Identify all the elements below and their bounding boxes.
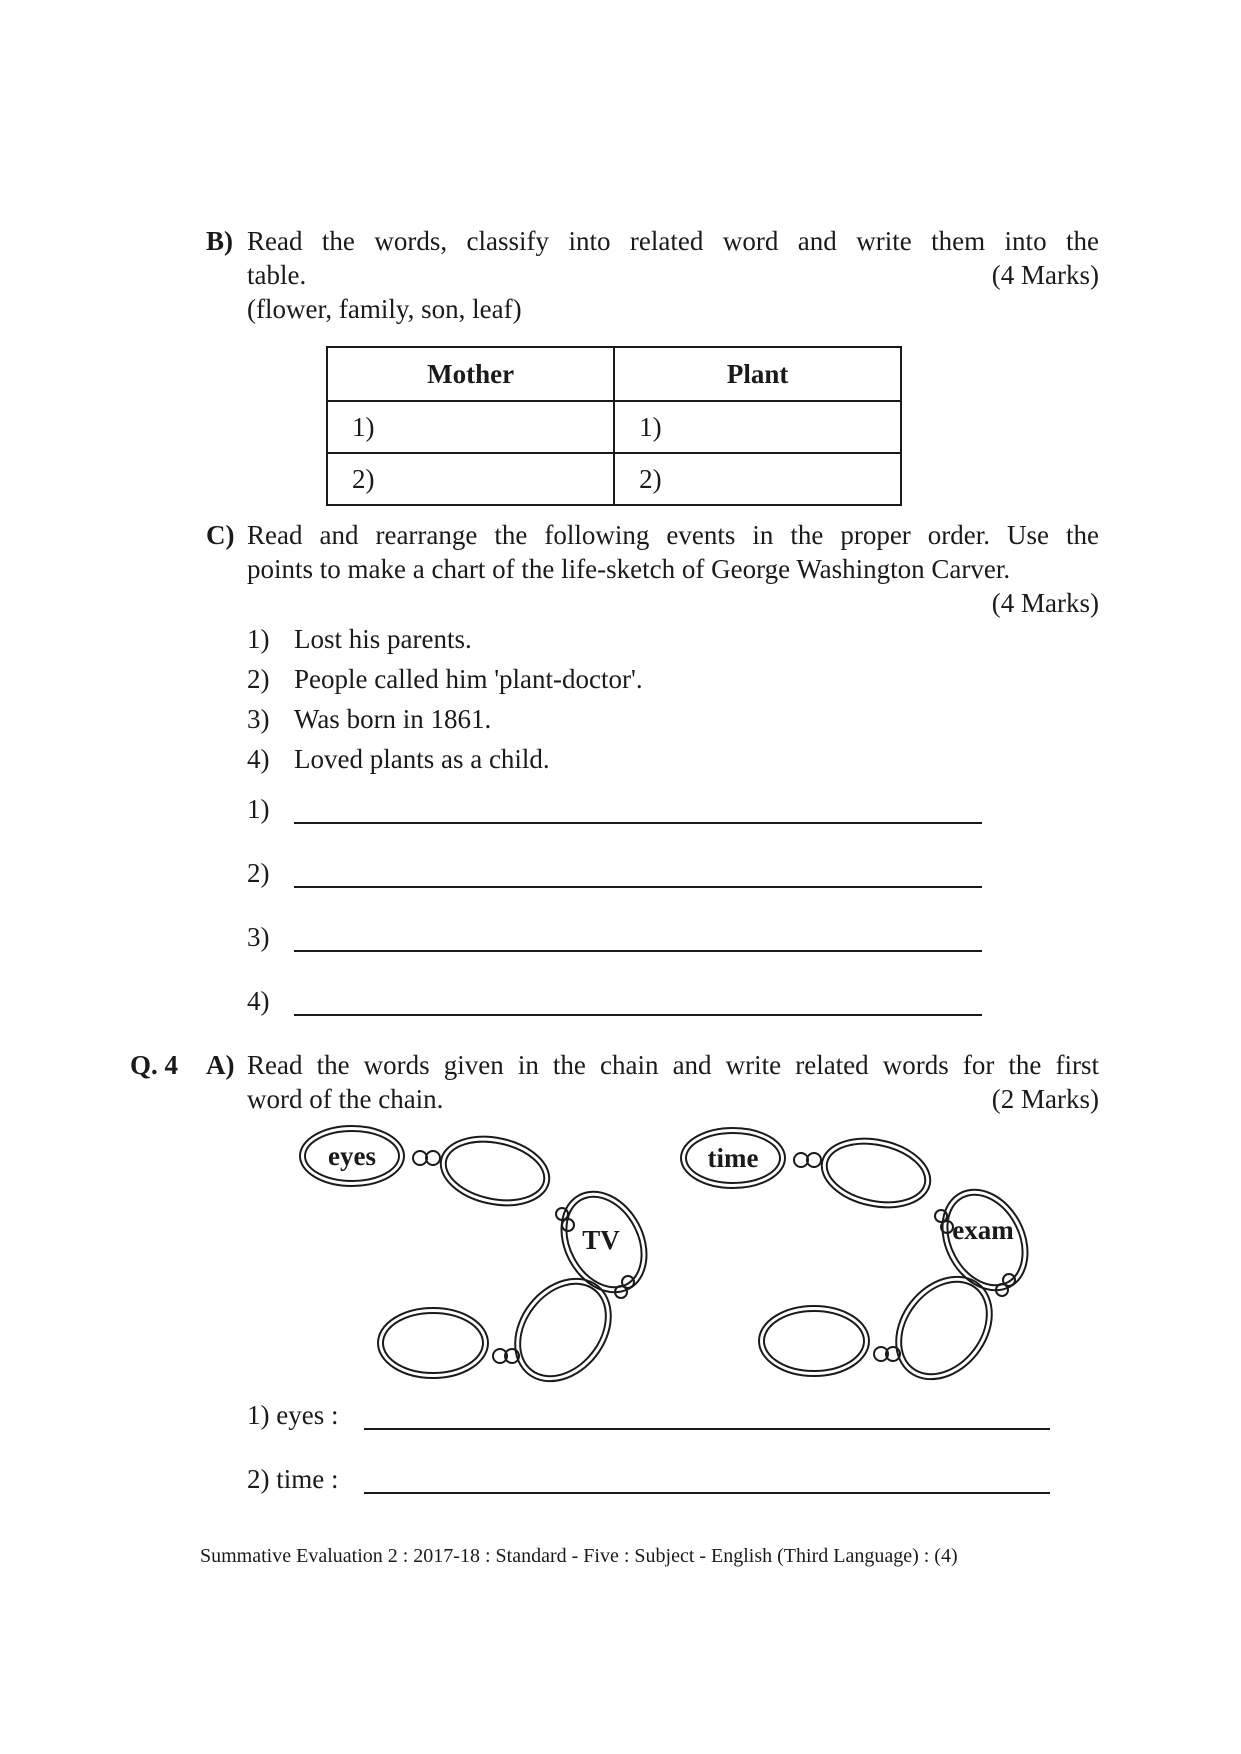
section-b-instruction-line2 xyxy=(247,258,1099,292)
answer-number: 3) xyxy=(247,922,270,952)
answer-line-1[interactable] xyxy=(294,822,982,824)
list-item xyxy=(247,702,747,742)
chain-link[interactable] xyxy=(434,1127,555,1214)
event-number: 1) xyxy=(247,624,270,654)
table-cell[interactable]: 1) xyxy=(614,401,901,453)
question-4-instruction-chain: word of the chain. xyxy=(247,1084,444,1114)
table-header-row xyxy=(327,347,901,401)
section-c-marks: (4 Marks) xyxy=(991,588,1099,618)
answer-number: 2) xyxy=(247,858,270,888)
event-number: 3) xyxy=(247,704,270,734)
section-b-instruction-table: table. xyxy=(247,260,307,290)
answer-line-time[interactable] xyxy=(364,1492,1050,1494)
table-cell[interactable]: 2) xyxy=(327,453,614,505)
table-header-mother: Mother xyxy=(327,347,614,401)
event-number: 4) xyxy=(247,744,270,774)
event-text: People called him 'plant-doctor'. xyxy=(294,664,643,694)
table-row xyxy=(327,401,901,453)
question-4-marks: (2 Marks) xyxy=(991,1084,1099,1114)
question-4-instruction-line1: Read the words given in the chain and write related words for the first xyxy=(247,1050,1099,1080)
event-text: Lost his parents. xyxy=(294,624,472,654)
page-footer: Summative Evaluation 2 : 2017-18 : Standard - Five : Subject - English (Third Language) : (4) xyxy=(200,1545,958,1567)
event-text: Loved plants as a child. xyxy=(294,744,550,774)
list-item xyxy=(247,742,747,782)
section-b-marks: (4 Marks) xyxy=(991,260,1099,290)
chain-link[interactable] xyxy=(378,1308,488,1378)
chain-word-tv: TV xyxy=(582,1225,620,1255)
chain-link[interactable] xyxy=(759,1306,869,1376)
table-cell[interactable]: 1) xyxy=(327,401,614,453)
answer-line-2[interactable] xyxy=(294,886,982,888)
answer-line-4[interactable] xyxy=(294,1014,982,1016)
section-c-instruction-line2: points to make a chart of the life-sketch of George Washington Carver. xyxy=(247,554,1011,584)
classification-table xyxy=(326,346,902,506)
chain-link[interactable] xyxy=(815,1129,936,1216)
table-row xyxy=(327,453,901,505)
question-4-label: Q. 4 xyxy=(130,1050,179,1080)
answer-number: 1) xyxy=(247,794,270,824)
event-text: Was born in 1861. xyxy=(294,704,492,734)
section-c-instruction-line1: Read and rearrange the following events in the proper order. Use the xyxy=(247,520,1099,550)
list-item xyxy=(247,662,747,702)
event-list xyxy=(247,622,747,782)
section-b-instruction-line1: Read the words, classify into related word and write them into the xyxy=(247,226,1099,256)
section-b-label: B) xyxy=(206,226,233,256)
answer-number: 4) xyxy=(247,986,270,1016)
chain-word-exam: exam xyxy=(952,1215,1014,1245)
answer-label-time: 2) time : xyxy=(247,1464,339,1494)
answer-line-eyes[interactable] xyxy=(364,1428,1050,1430)
event-number: 2) xyxy=(247,664,270,694)
section-b-words: (flower, family, son, leaf) xyxy=(247,294,522,324)
answer-label-eyes: 1) eyes : xyxy=(247,1400,339,1430)
table-cell[interactable]: 2) xyxy=(614,453,901,505)
question-4a-label: A) xyxy=(206,1050,235,1080)
table-header-plant: Plant xyxy=(614,347,901,401)
chain-link[interactable] xyxy=(876,1258,1011,1390)
list-item xyxy=(247,622,747,662)
chain-word-time: time xyxy=(707,1143,759,1173)
answer-line-3[interactable] xyxy=(294,950,982,952)
section-c-label: C) xyxy=(206,520,235,550)
word-chain-diagram xyxy=(0,1120,1241,1390)
question-4-instruction-line2 xyxy=(247,1082,1099,1116)
chain-word-eyes: eyes xyxy=(328,1141,376,1171)
chain-link[interactable] xyxy=(495,1260,630,1390)
